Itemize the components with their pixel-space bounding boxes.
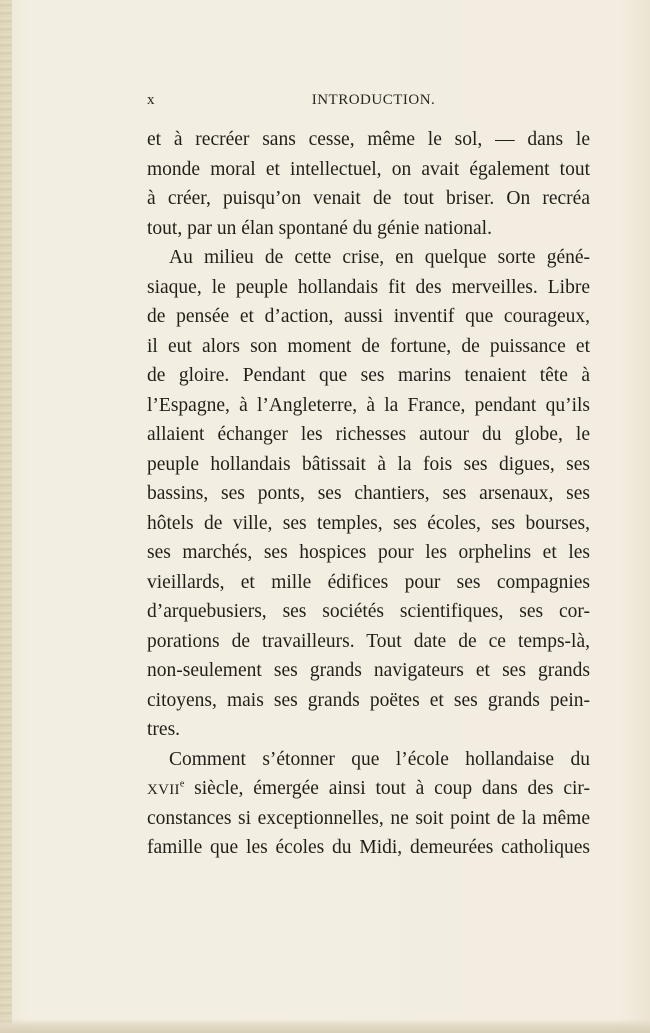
text-line: hôtels de ville, ses temples, ses écoles, ses bourses, bbox=[147, 512, 590, 534]
text-line: d’arquebusiers, ses sociétés scientifiques, ses cor- bbox=[147, 601, 590, 622]
text-line-century bbox=[147, 774, 590, 804]
page-gutter-edge bbox=[0, 0, 12, 1033]
text-line: siaque, le peuple hollandais fit des merveilles. Libre bbox=[147, 276, 590, 298]
chapter-title: INTRODUCTION. bbox=[311, 92, 436, 108]
text-line: porations de travailleurs. Tout date de ce temps-là, bbox=[147, 630, 590, 652]
page-number: x bbox=[147, 92, 155, 108]
text-line: monde moral et intellectuel, on avait également tout bbox=[147, 158, 590, 180]
text-line: bassins, ses ponts, ses chantiers, ses arsenaux, ses bbox=[147, 483, 590, 504]
text-line: tout, par un élan spontané du génie national. bbox=[147, 217, 492, 239]
paragraph-start-line: Au milieu de cette crise, en quelque sorte géné- bbox=[169, 247, 590, 268]
text-line: il eut alors son moment de fortune, de puissance et bbox=[147, 335, 590, 357]
text-line-rest: siècle, émergée ainsi tout à coup dans des cir- bbox=[194, 778, 590, 799]
running-head bbox=[147, 92, 590, 112]
text-line: ses marchés, ses hospices pour les orphelins et les bbox=[147, 542, 590, 563]
text-line: peuple hollandais bâtissait à la fois ses digues, ses bbox=[147, 453, 590, 475]
text-line: tres. bbox=[147, 719, 181, 740]
body-text bbox=[147, 125, 590, 863]
page-bottom-edge bbox=[0, 1019, 650, 1033]
text-line: non-seulement ses grands navigateurs et ses grands bbox=[147, 660, 590, 681]
text-line: citoyens, mais ses grands poëtes et ses grands pein- bbox=[147, 689, 590, 711]
text-line: l’Espagne, à l’Angleterre, à la France, pendant qu’ils bbox=[147, 394, 590, 416]
text-line: de pensée et d’action, aussi inventif que courageux, bbox=[147, 306, 590, 327]
text-line: vieillards, et mille édifices pour ses compagnies bbox=[147, 571, 590, 593]
text-line: constances si exceptionnelles, ne soit point de la même bbox=[147, 807, 590, 829]
text-line: de gloire. Pendant que ses marins tenaient tête à bbox=[147, 365, 590, 386]
text-line: allaient échanger les richesses autour du globe, le bbox=[147, 424, 590, 445]
text-line: à créer, puisqu’on venait de tout briser. On recréa bbox=[147, 188, 590, 209]
century-suffix: e bbox=[179, 778, 185, 790]
century-numeral: XVII bbox=[147, 782, 180, 798]
paragraph-start-line: Comment s’étonner que l’école hollandaise du bbox=[169, 748, 590, 770]
text-line: et à recréer sans cesse, même le sol, — dans le bbox=[147, 129, 590, 150]
text-line: famille que les écoles du Midi, demeurées catholiques bbox=[147, 837, 590, 858]
